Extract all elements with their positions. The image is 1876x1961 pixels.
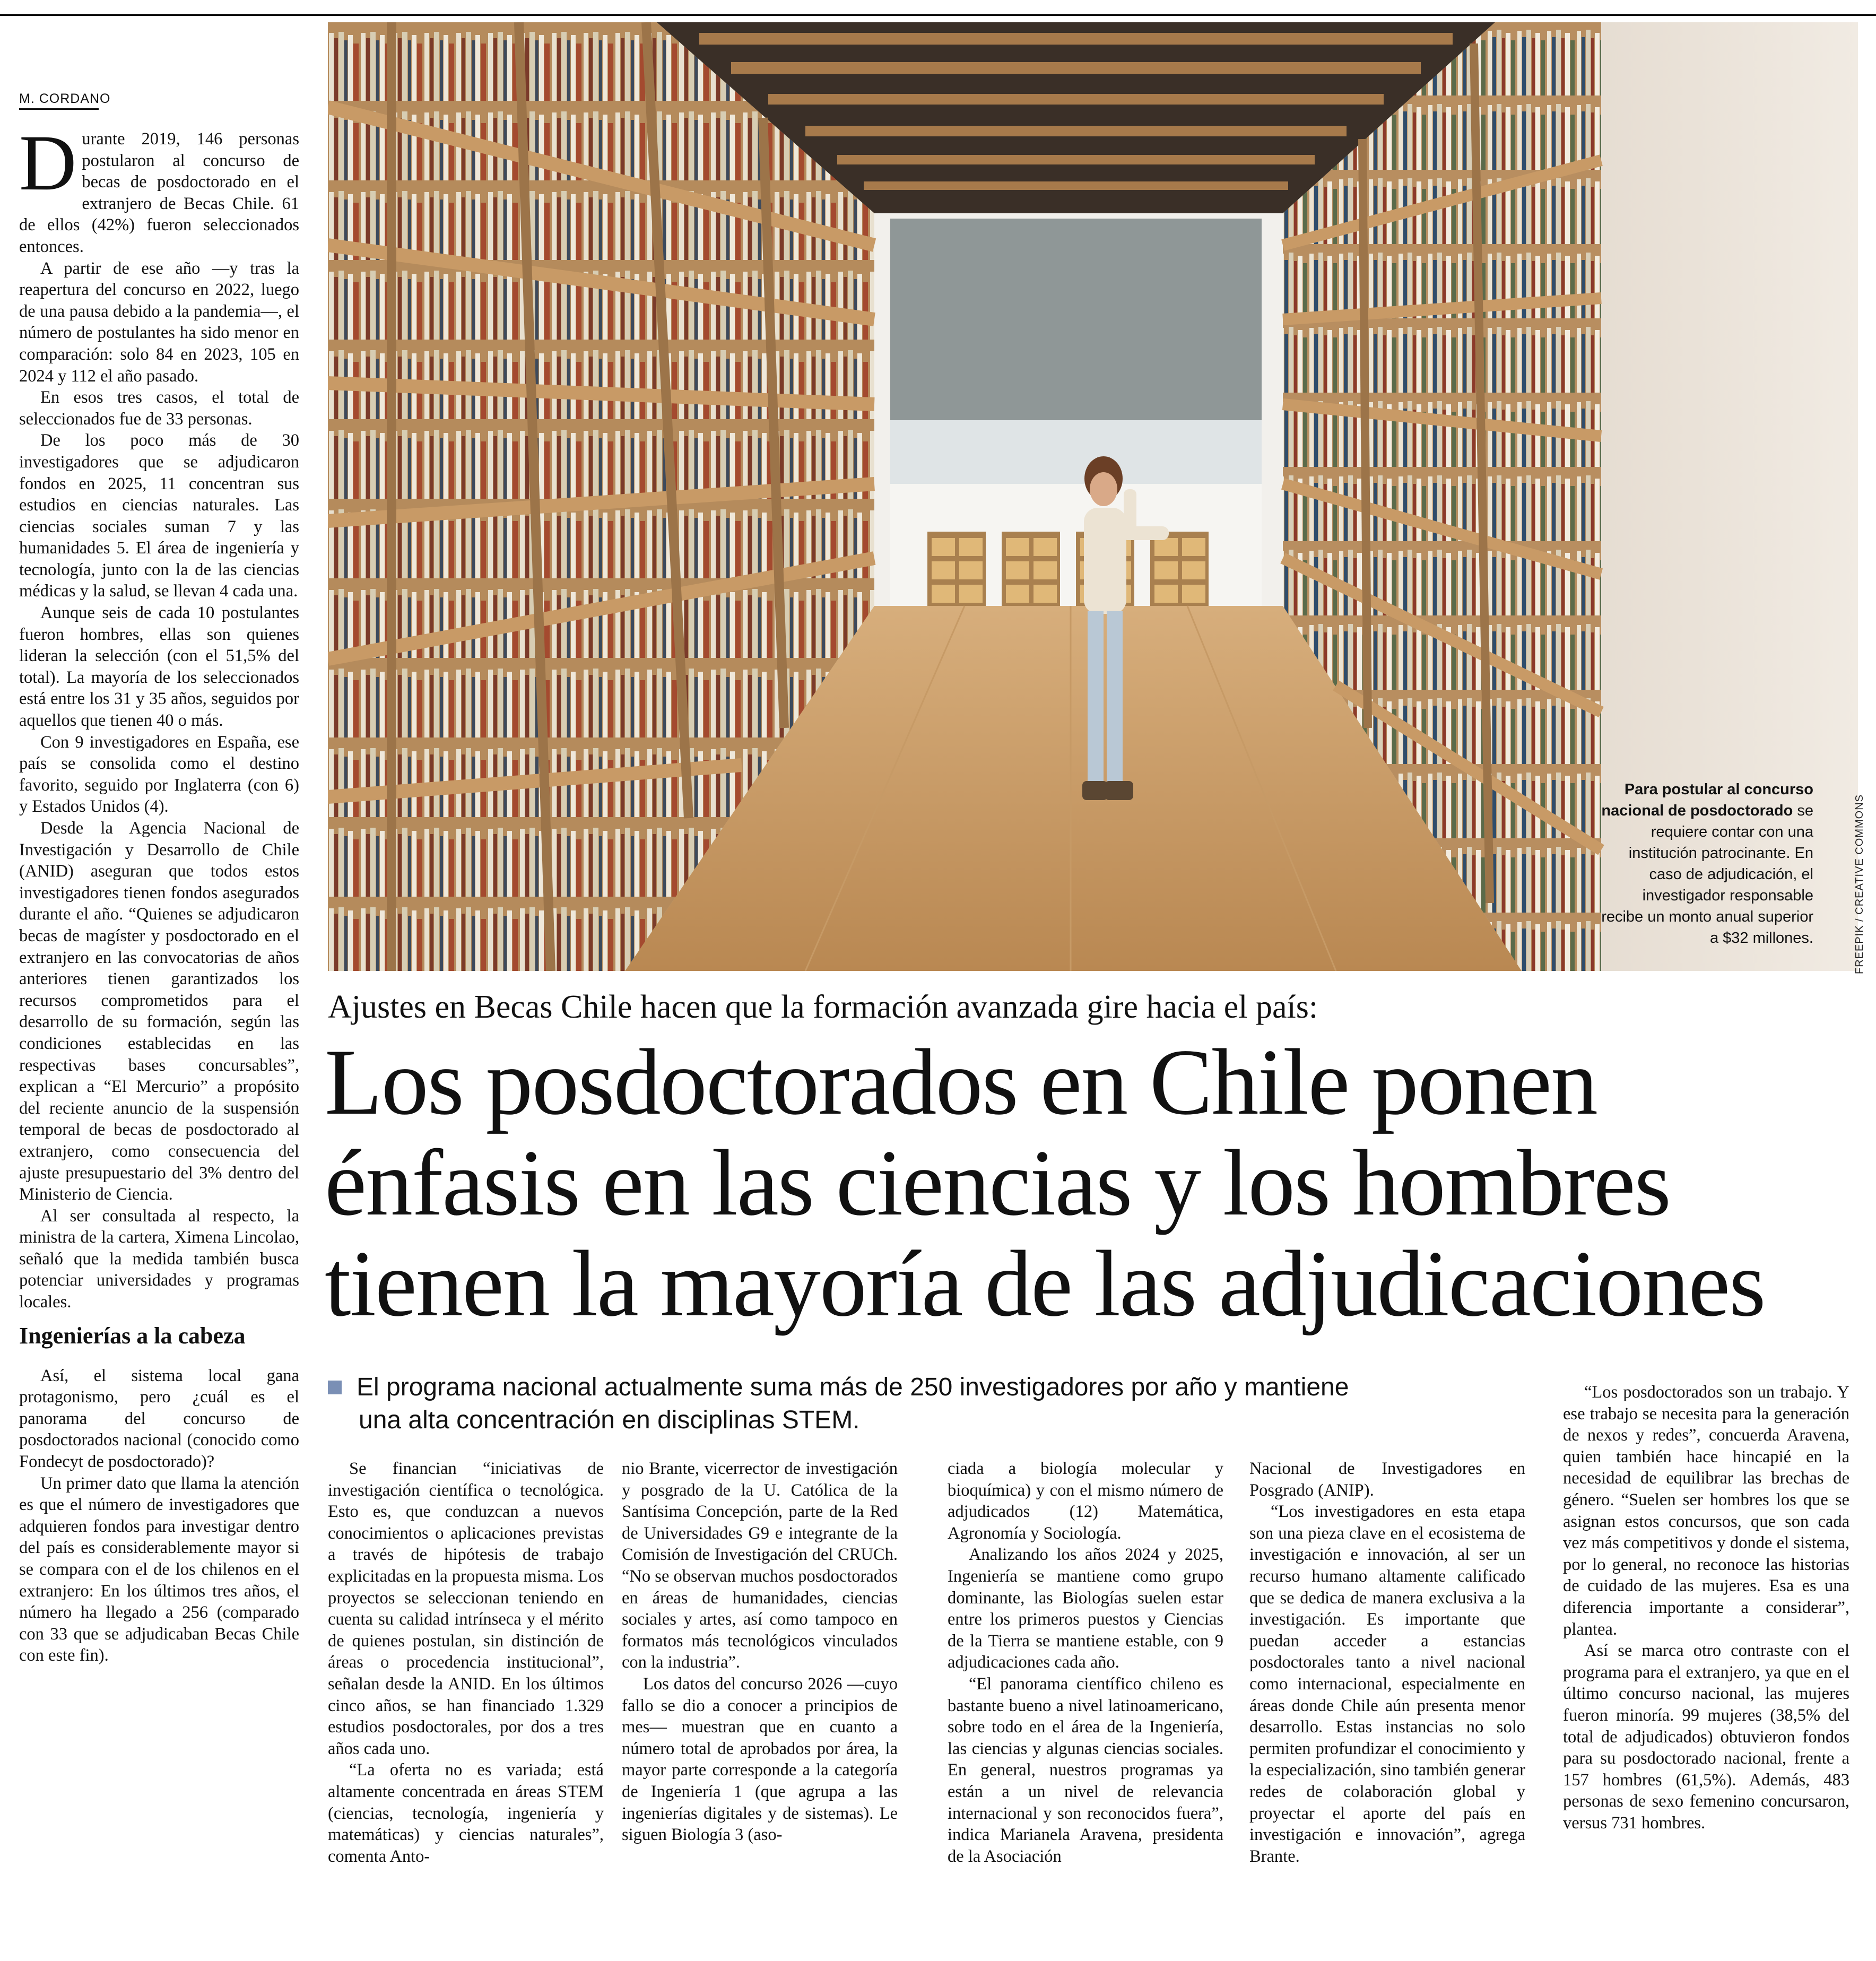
article-column: [1563, 1382, 1849, 1834]
paragraph: “Los investigadores en esta etapa son una pieza clave en el ecosistema de investigación e innovación, al ser un recurso humano altamente calificado que se dedica de manera exclusiva a la investigación. Es importante que puedan acceder a estancias posdoctorales tanto a nivel nacional como internacional, especialmente en áreas donde Chile aún presenta menor desarrollo. Estas instancias no solo permiten profundizar el conocimiento y la especialización, sino también generar redes de colaboración global y proyectar el aporte del país en investigación e innovación”, agrega Brante.: [1249, 1502, 1525, 1866]
article-column: [622, 1458, 898, 1846]
paragraph: Los datos del concurso 2026 —cuyo fallo se dio a conocer a principios de mes— muestran que en cuanto a número total de aprobados por área, la mayor parte corresponde a la categoría de Ingeniería 1 (que agrupa a las ingenierías digitales y de sistemas). Le siguen Biología 3 (aso-: [622, 1674, 898, 1845]
paragraph: Aunque seis de cada 10 postulantes fueron hombres, ellas son quienes lideran la selección (con el 51,5% del total). La mayoría de los seleccionados está entre los 31 y 35 años, seguidos por aquellos que tienen 40 o más.: [19, 603, 299, 731]
paragraph: “La oferta no es variada; está altamente concentrada en áreas STEM (ciencias, tecnología, ingeniería y matemáticas) y ciencias naturales”, comenta Anto-: [328, 1760, 604, 1866]
kicker: Ajustes en Becas Chile hacen que la formación avanzada gire hacia el país:: [328, 989, 1318, 1025]
subheading: Ingenierías a la cabeza: [19, 1322, 246, 1349]
article-column-left: [19, 119, 299, 1667]
paragraph: Así se marca otro contraste con el programa para el extranjero, ya que en el último concurso nacional, las mujeres fueron minoría. 99 mujeres (38,5% del total de adjudicados) obtuvieron fondos para su posdoctorado nacional, frente a 157 hombres (61,5%). Además, 483 personas de sexo femenino concursaron, versus 731 hombres.: [1563, 1641, 1849, 1833]
paragraph: Desde la Agencia Nacional de Investigación y Desarrollo de Chile (ANID) aseguran que todos estos investigadores tienen fondos asegurados durante el año. “Quienes se adjudicaron becas de magíster y posdoctorado en el extranjero en las convocatorias de años anteriores tienen garantizados los recursos comprometidos para el desarrollo de su formación, según las condiciones establecidas en las respectivas bases concursables”, explican a “El Mercurio” a propósito del reciente anuncio de la suspensión temporal de becas de posdoctorado al extranjero, como consecuencia del ajuste presupuestario del 3% dentro del Ministerio de Ciencia.: [19, 819, 299, 1204]
photo-credit: FREEPIK / CREATIVE COMMONS: [1854, 794, 1865, 974]
photo-caption: [1601, 779, 1813, 949]
byline-rule: [19, 108, 99, 110]
paragraph: Al ser consultada al respecto, la ministra de la cartera, Ximena Lincolao, señaló que la medida también busca potenciar universidades y programas locales.: [19, 1206, 299, 1312]
paragraph: De los poco más de 30 investigadores que se adjudicaron fondos en 2025, 11 concentran sus estudios en ciencias naturales. Las ciencias sociales suman 7 y las humanidades 5. El área de ingeniería y tecnología, junto con la de las ciencias médicas y la salud, se llevan 4 cada una.: [19, 431, 299, 601]
paragraph: A partir de ese año —y tras la reapertura del concurso en 2022, luego de una pausa debido a la pandemia—, el número de postulantes ha sido menor en comparación: solo 84 en 2023, 105 en 2024 y 112 el año pasado.: [19, 258, 299, 386]
top-rule: [0, 14, 1876, 16]
paragraph: Un primer dato que llama la atención es que el número de investigadores que adquieren fondos para investigar dentro del país es considerablemente mayor si se compara con el de los chilenos en el extranjero: En los últimos tres años, el número ha llegado a 256 (comparado con 33 que se adjudicaban Becas Chile con este fin).: [19, 1473, 299, 1665]
headline-line: Los posdoctorados en Chile ponen: [325, 1029, 1597, 1134]
headline-line: énfasis en las ciencias y los hombres: [325, 1130, 1670, 1235]
deck: [328, 1371, 1527, 1437]
article-column: [328, 1458, 604, 1867]
article-column: [948, 1458, 1223, 1867]
paragraph: Analizando los años 2024 y 2025, Ingeniería se mantiene como grupo dominante, las Biologías suelen estar entre los primeros puestos y Ciencias de la Tierra se mantiene estable, con 9 adjudicaciones cada año.: [948, 1545, 1223, 1672]
paragraph: Nacional de Investigadores en Posgrado (ANIP).: [1249, 1459, 1525, 1500]
paragraph: ciada a biología molecular y bioquímica) y con el mismo número de adjudicados (12) Matemática, Agronomía y Sociología.: [948, 1459, 1223, 1543]
headline: [325, 1031, 1863, 1334]
paragraph: Se financian “iniciativas de investigación científica o tecnológica. Esto es, que conduzcan a nuevos conocimientos o aplicaciones previstas a través de hipótesis de trabajo explicitadas en la propuesta misma. Los proyectos se seleccionan teniendo en cuenta su calidad intrínseca y el mérito de quienes postulan, sin distinción de áreas o procedencia institucional”, señalan desde la ANID. En los últimos cinco años, se han financiado 1.329 estudios posdoctorales, por dos a tres años cada uno.: [328, 1459, 604, 1758]
square-bullet-icon: [328, 1381, 342, 1394]
lead-paragraph: Durante 2019, 146 personas postularon al concurso de becas de posdoctorado en el extranjero de Becas Chile. 61 de ellos (42%) fueron seleccionados entonces.: [19, 119, 299, 256]
article-column: [1249, 1458, 1525, 1867]
page-top-bar: [0, 0, 1876, 21]
deck-line: una alta concentración en disciplinas STEM.: [359, 1406, 860, 1434]
byline: M. CORDANO: [19, 91, 111, 106]
paragraph: “El panorama científico chileno es bastante bueno a nivel latinoamericano, sobre todo en el área de la Ingeniería, las ciencias y algunas ciencias sociales. En general, nuestros programas ya están a un nivel de relevancia internacional y son reconocidos fuera”, indica Marianela Aravena, presidenta de la Asociación: [948, 1674, 1223, 1866]
caption-bold: Para postular al concurso nacional de posdoctorado: [1601, 781, 1813, 819]
paragraph: Con 9 investigadores en España, ese país se consolida como el destino favorito, seguido por Inglaterra (con 6) y Estados Unidos (4).: [19, 732, 299, 817]
paragraph: “Los posdoctorados son un trabajo. Y ese trabajo se necesita para la generación de nexos y redes”, concuerda Aravena, quien también hace hincapié en la necesidad de equilibrar las brechas de género. “Suelen ser hombres los que se asignan estos concursos, que son cada vez más competitivos y donde el sistema, por lo general, no reconoce las historias de cuidado de las mujeres. Esa es una diferencia importante a considerar”, plantea.: [1563, 1383, 1849, 1639]
paragraph: Así, el sistema local gana protagonismo, pero ¿cuál es el panorama del concurso de posdoctorados nacional (conocido como Fondecyt de posdoctorado)?: [19, 1366, 299, 1472]
paragraph: nio Brante, vicerrector de investigación y posgrado de la U. Católica de la Santísima Concepción, parte de la Red de Universidades G9 e integrante de la Comisión de Investigación del CRUCh. “No se observan muchos posdoctorados en áreas de humanidades, ciencias sociales y artes, así como tampoco en formatos más tecnológicos vinculados con la industria”.: [622, 1459, 898, 1672]
caption-text: se requiere contar con una institución patrocinante. En caso de adjudicación, el investigador responsable recibe un monto anual superior a $32 millones.: [1601, 802, 1813, 947]
paragraph: En esos tres casos, el total de seleccionados fue de 33 personas.: [19, 388, 299, 429]
headline-line: tienen la mayoría de las adjudicaciones: [325, 1231, 1765, 1336]
drop-cap: D: [19, 119, 77, 207]
deck-line: El programa nacional actualmente suma más de 250 investigadores por año y mantiene: [328, 1371, 1527, 1404]
